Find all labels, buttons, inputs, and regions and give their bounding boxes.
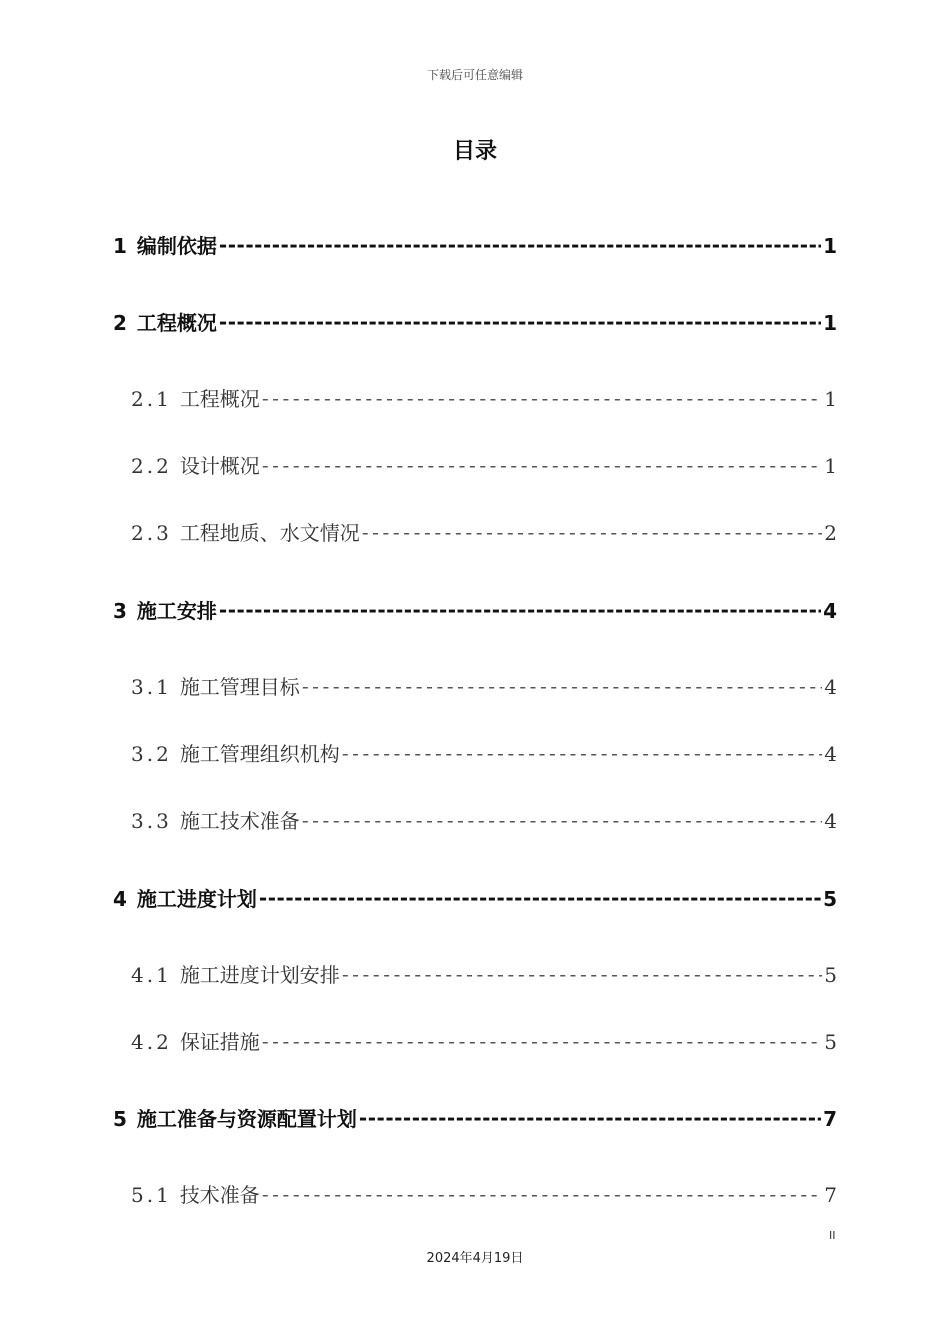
toc-entry-page: 7: [823, 1107, 837, 1131]
toc-entry-page: 7: [824, 1183, 837, 1207]
toc-entry-label: 保证措施: [179, 1030, 260, 1054]
toc-leader-dashes: [359, 1106, 821, 1126]
toc-entry[interactable]: [113, 1103, 837, 1132]
toc-leader-dashes: [219, 310, 821, 330]
toc-entry[interactable]: [131, 1179, 837, 1208]
toc-entry-page: 5: [824, 963, 837, 987]
toc-entry-label: 施工管理目标: [179, 675, 300, 699]
toc-leader-dashes: [302, 808, 822, 828]
toc-entry[interactable]: [113, 595, 837, 624]
toc-entry-label: 工程地质、水文情况: [179, 521, 360, 545]
toc-entry-page: 4: [824, 742, 837, 766]
footer-date: 2024年4月19日: [426, 1251, 524, 1266]
toc-entry[interactable]: [113, 230, 837, 259]
toc-entry-page: 1: [824, 387, 837, 411]
toc-entry-number: 3.2: [131, 742, 172, 766]
toc-entry-label: 施工技术准备: [179, 809, 300, 833]
toc-entry[interactable]: [113, 883, 837, 912]
header-note: 下载后可任意编辑: [426, 68, 523, 82]
toc-entry-number: 5.1: [131, 1183, 172, 1207]
toc-entry-number: 4: [113, 887, 127, 911]
toc-entry-label: 工程概况: [179, 387, 260, 411]
toc-entry-page: 1: [824, 454, 837, 478]
toc-leader-dashes: [342, 962, 822, 982]
toc-entry-label: 编制依据: [136, 234, 217, 258]
toc-leader-dashes: [219, 233, 821, 253]
toc-entry-number: 4.1: [131, 963, 172, 987]
toc-entry-number: 3.3: [131, 809, 172, 833]
toc-entry-label: 施工管理组织机构: [179, 742, 340, 766]
toc-entry-page: 5: [823, 887, 837, 911]
toc-entry-page: 1: [823, 311, 837, 335]
toc-entry-page: 1: [823, 234, 837, 258]
toc-leader-dashes: [362, 520, 822, 540]
toc-leader-dashes: [262, 1182, 822, 1202]
toc-entry-number: 3.1: [131, 675, 172, 699]
toc-entry[interactable]: [131, 517, 837, 546]
toc-leader-dashes: [262, 1029, 822, 1049]
toc-entry-number: 4.2: [131, 1030, 172, 1054]
toc-entry-label: 技术准备: [179, 1183, 260, 1207]
toc-entry-page: 4: [823, 599, 837, 623]
toc-entry-label: 施工进度计划: [136, 887, 257, 911]
toc-entry[interactable]: [131, 1026, 837, 1055]
toc-entry-page: 5: [824, 1030, 837, 1054]
toc-entry-label: 工程概况: [136, 311, 217, 335]
toc-entry[interactable]: [131, 738, 837, 767]
toc-entry-number: 3: [113, 599, 127, 623]
toc-leader-dashes: [342, 741, 822, 761]
toc-leader-dashes: [262, 453, 822, 473]
toc-leader-dashes: [219, 598, 821, 618]
toc-leader-dashes: [259, 886, 821, 906]
toc-entry[interactable]: [113, 307, 837, 336]
toc-entry[interactable]: [131, 450, 837, 479]
toc-entry-page: 4: [824, 809, 837, 833]
toc-entry-label: 施工准备与资源配置计划: [136, 1107, 357, 1131]
toc-entry-label: 设计概况: [179, 454, 260, 478]
toc-entry-number: 2.3: [131, 521, 172, 545]
toc-entry[interactable]: [131, 959, 837, 988]
toc-entry-number: 1: [113, 234, 127, 258]
toc-entry-page: 4: [824, 675, 837, 699]
toc-entry-number: 2.1: [131, 387, 172, 411]
toc-entry-number: 5: [113, 1107, 127, 1131]
toc-entry-label: 施工进度计划安排: [179, 963, 340, 987]
page-number-roman: II: [829, 1229, 836, 1242]
toc-entry[interactable]: [131, 805, 837, 834]
toc-leader-dashes: [302, 674, 822, 694]
toc-entry-number: 2.2: [131, 454, 172, 478]
toc-entry-number: 2: [113, 311, 127, 335]
toc-entry-page: 2: [824, 521, 837, 545]
toc-entry[interactable]: [131, 383, 837, 412]
toc-entry-label: 施工安排: [136, 599, 217, 623]
toc-title: 目录: [452, 139, 497, 164]
toc-leader-dashes: [262, 386, 822, 406]
toc-entry[interactable]: [131, 671, 837, 700]
